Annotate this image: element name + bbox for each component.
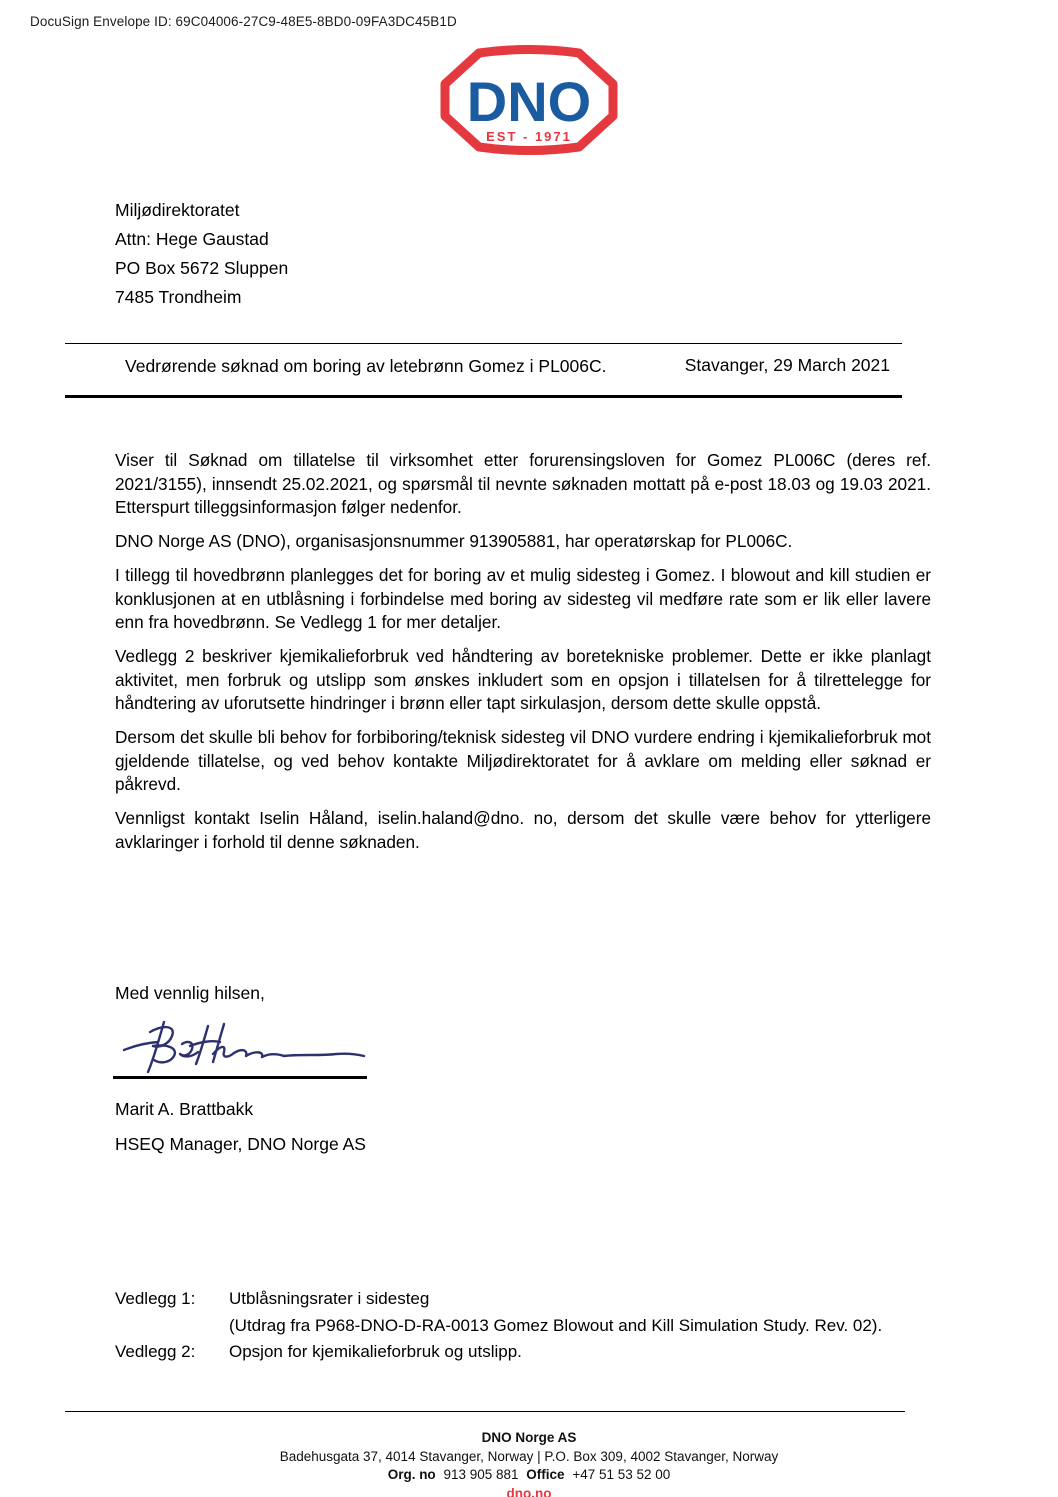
recipient-line: Attn: Hege Gaustad bbox=[115, 229, 269, 249]
footer-office-number: +47 51 53 52 00 bbox=[572, 1467, 671, 1482]
dno-logo bbox=[439, 45, 619, 155]
footer-org-label: Org. no bbox=[387, 1467, 436, 1482]
dno-logo-icon bbox=[439, 45, 619, 155]
footer-office-label: Office bbox=[526, 1467, 565, 1482]
recipient-line: 7485 Trondheim bbox=[115, 287, 242, 307]
body-paragraph: Vedlegg 2 beskriver kjemikalieforbruk ved håndtering av boretekniske problemer. Dette er ikke planlagt aktivitet, men forbruk og utslipp som ønskes inkludert som en opsjon i tillatelsen for å tilrettelegge for håndtering av uforutsette hindringer i brønn eller tapt sirkulasjon, dersom dette skulle oppstå. bbox=[115, 646, 931, 713]
attachment-description: Opsjon for kjemikalieforbruk og utslipp. bbox=[229, 1342, 522, 1361]
attachment-description: (Utdrag fra P968-DNO-D-RA-0013 Gomez Blowout and Kill Simulation Study. Rev. 02). bbox=[229, 1315, 883, 1335]
attachment-row bbox=[115, 1339, 935, 1366]
attachment-label: Vedlegg 1: bbox=[115, 1289, 196, 1308]
body-paragraph: Dersom det skulle bli behov for forbiboring/teknisk sidesteg vil DNO vurdere endring i kjemikalieforbruk mot gjeldende tillatelse, og ved behov kontakte Miljødirektoratet for å avklare om melding eller søknad er påkrevd. bbox=[115, 727, 931, 794]
recipient-line: Miljødirektoratet bbox=[115, 200, 240, 220]
closing-salutation: Med vennlig hilsen, bbox=[115, 983, 265, 1003]
footer-divider bbox=[65, 1411, 905, 1412]
handwritten-signature bbox=[120, 1016, 375, 1076]
subject-line: Vedrørende søknad om boring av letebrønn Gomez i PL006C. bbox=[125, 356, 607, 376]
docusign-envelope-id: DocuSign Envelope ID: 69C04006-27C9-48E5-8BD0-09FA3DC45B1D bbox=[30, 14, 457, 29]
logo-text: DNO bbox=[466, 70, 592, 133]
signature-line bbox=[113, 1076, 367, 1079]
recipient-address-block bbox=[115, 196, 288, 312]
subject-block bbox=[65, 343, 902, 398]
signer-name: Marit A. Brattbakk bbox=[115, 1099, 254, 1119]
logo-established-text: EST - 1971 bbox=[486, 129, 572, 144]
attachment-row bbox=[115, 1286, 935, 1339]
attachments-list bbox=[115, 1286, 935, 1366]
footer-org-number: 913 905 881 bbox=[443, 1467, 519, 1482]
footer-org-office bbox=[0, 1466, 1058, 1485]
attachment-label: Vedlegg 2: bbox=[115, 1342, 196, 1361]
body-paragraph: Vennligst kontakt Iselin Håland, iselin.haland@dno. no, dersom det skulle være behov for ytterligere avklaringer i forhold til denne søknaden. bbox=[115, 808, 931, 852]
place-and-date: Stavanger, 29 March 2021 bbox=[684, 355, 890, 375]
body-paragraph: I tillegg til hovedbrønn planlegges det for boring av et mulig sidesteg i Gomez. I blowout and kill studien er konklusjonen at en utblåsning i forbindelse med boring av sidesteg vil medføre rate som er lik eller lavere enn fra hovedbrønn. Se Vedlegg 1 for mer detaljer. bbox=[115, 565, 931, 632]
footer-website-link: dno.no bbox=[506, 1485, 552, 1497]
page-footer bbox=[0, 1429, 1058, 1497]
attachment-description: Utblåsningsrater i sidesteg bbox=[229, 1289, 430, 1308]
letter-body bbox=[115, 449, 931, 865]
signer-title: HSEQ Manager, DNO Norge AS bbox=[115, 1134, 366, 1154]
body-paragraph: Viser til Søknad om tillatelse til virksomhet etter forurensingsloven for Gomez PL006C (deres ref. 2021/3155), innsendt 25.02.2021, og spørsmål til nevnte søknaden mottatt på e-post 18.03 og 19.03 2021. Etterspurt tilleggsinformasjon følger nedenfor. bbox=[115, 450, 931, 517]
body-paragraph: DNO Norge AS (DNO), organisasjonsnummer 913905881, har operatørskap for PL006C. bbox=[115, 531, 793, 551]
footer-address: Badehusgata 37, 4014 Stavanger, Norway | P.O. Box 309, 4002 Stavanger, Norway bbox=[279, 1448, 779, 1464]
footer-company-name: DNO Norge AS bbox=[481, 1430, 577, 1445]
recipient-line: PO Box 5672 Sluppen bbox=[115, 258, 289, 278]
